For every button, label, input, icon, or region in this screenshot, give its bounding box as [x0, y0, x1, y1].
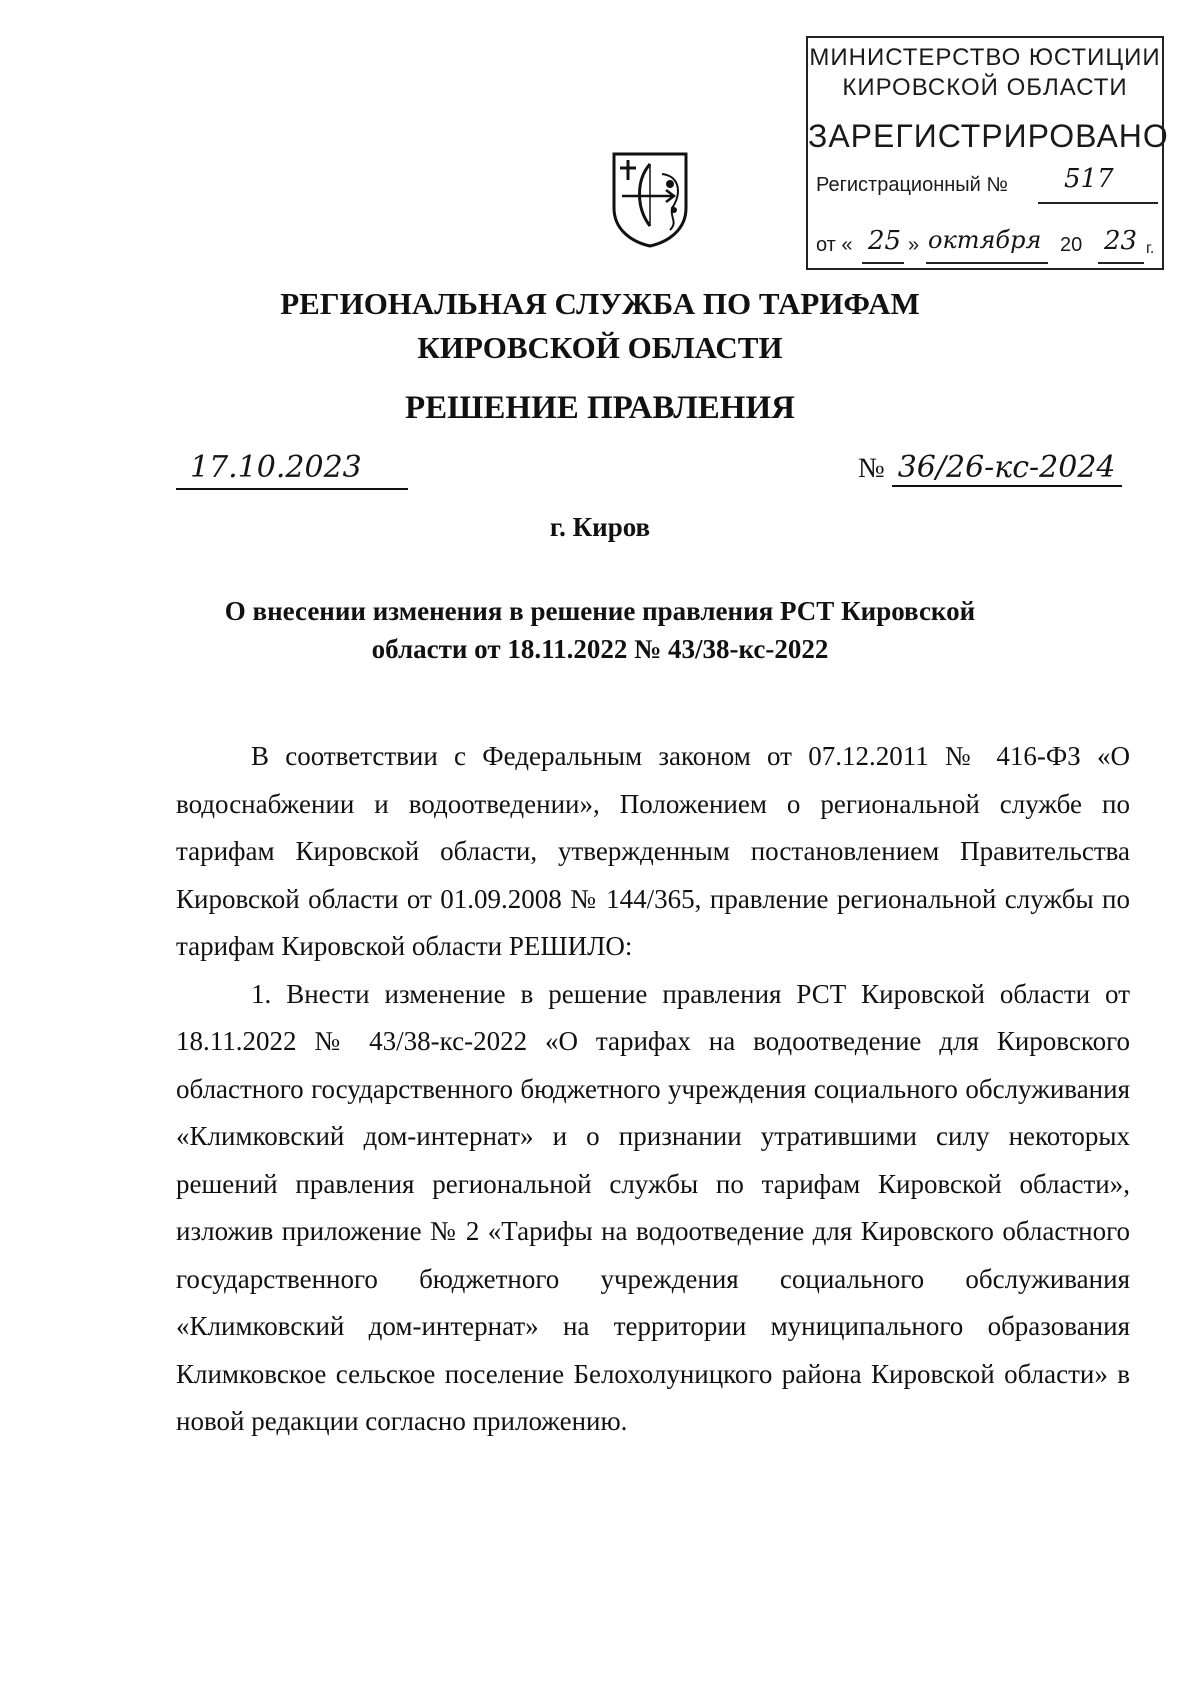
document-subject [0, 592, 1200, 668]
subject-line2: области от 18.11.2022 № 43/38-кс-2022 [371, 634, 829, 664]
stamp-year-underline [1098, 262, 1144, 264]
document-body [176, 733, 1130, 1446]
stamp-reg-label: Регистрационный № [816, 174, 1008, 196]
stamp-reg-underline [1038, 202, 1158, 204]
organization-line2: КИРОВСКОЙ ОБЛАСТИ [417, 330, 783, 365]
subject-line1: О внесении изменения в решение правления РСТ Кировской [224, 596, 976, 626]
stamp-day-underline [862, 262, 904, 264]
body-paragraph-1: В соответствии с Федеральным законом от 07.12.2011 № 416-ФЗ «О водоснабжении и водоотведении», Положением о региональной службе по тарифам Кировской области, утвержденным постановлением Правительства Кировской области от 01.09.2008 № 144/365, правление региональной службы по тарифам Кировской области РЕШИЛО: [176, 741, 1130, 961]
stamp-date-year-prefix: 20 [1060, 234, 1083, 256]
decision-number-block [858, 450, 1122, 485]
stamp-date-month: октября [928, 226, 1042, 254]
organization-line1: РЕГИОНАЛЬНАЯ СЛУЖБА ПО ТАРИФАМ [280, 286, 920, 321]
document-type: РЕШЕНИЕ ПРАВЛЕНИЯ [405, 390, 795, 426]
stamp-date-suffix: г. [1146, 240, 1155, 257]
body-paragraph-2: 1. Внести изменение в решение правления РСТ Кировской области от 18.11.2022 № 43/38-кс-2022 «О тарифах на водоотведение для Кировского областного государственного бюджетного учреждения социального обслуживания «Климковский дом-интернат» и о признании утратившими силу некоторых решений правления региональной службы по тарифам Кировской области», изложив приложение № 2 «Тарифы на водоотведение для Кировского областного государственного бюджетного учреждения социального обслуживания «Климковский дом-интернат» на территории муниципального образования Климковское сельское поселение Белохолуницкого района Кировской области» в новой редакции согласно приложению. [176, 978, 1130, 1436]
city: г. Киров [549, 512, 651, 542]
coat-of-arms-icon [610, 150, 690, 248]
stamp-date-prefix: от « [816, 234, 853, 256]
decision-number: 36/26-кс-2024 [892, 450, 1122, 487]
stamp-date-year: 23 [1104, 226, 1138, 256]
stamp-reg-number: 517 [1064, 164, 1114, 194]
stamp-date-day: 25 [868, 226, 902, 256]
number-sign: № [858, 453, 885, 484]
stamp-ministry-line1: МИНИСТЕРСТВО ЮСТИЦИИ [809, 44, 1161, 71]
registration-stamp [806, 36, 1169, 270]
stamp-month-underline [926, 262, 1048, 264]
stamp-ministry-line2: КИРОВСКОЙ ОБЛАСТИ [842, 74, 1128, 101]
stamp-date-mid: » [908, 234, 920, 256]
decision-date: 17.10.2023 [176, 450, 408, 490]
organization-name [0, 282, 1200, 370]
stamp-status: ЗАРЕГИСТРИРОВАНО [808, 118, 1169, 154]
